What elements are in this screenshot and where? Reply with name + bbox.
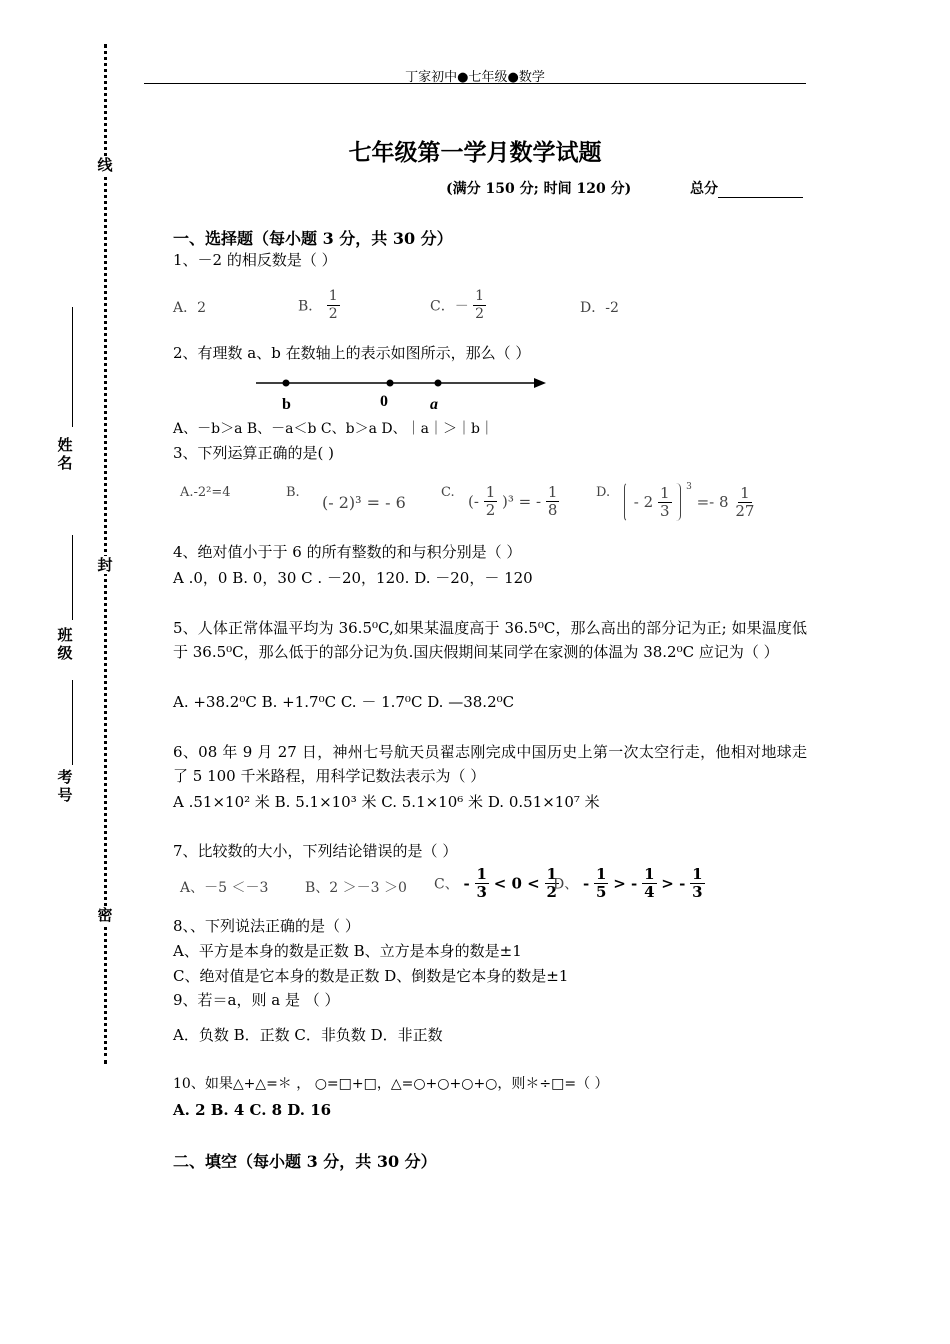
q1-option-c: C．－ $\frac{1}{2}$ <box>430 288 485 322</box>
q2-options: A、－b＞a B、－a＜b C、b＞a D、｜a｜＞｜b｜ <box>173 421 494 437</box>
section-1-title: 一、选择题（每小题 3 分，共 30 分） <box>173 229 453 248</box>
number-line-figure <box>250 372 550 414</box>
q9-options: A．负数 B．正数 C．非负数 D．非正数 <box>173 1026 443 1044</box>
class-label: 班级 <box>57 626 73 662</box>
q1-stem: 1、－2 的相反数是（ ） <box>173 251 337 269</box>
q3-option-c-label: C. <box>441 485 455 500</box>
q1-option-d: D．-2 <box>580 300 619 316</box>
total-score: 总分 <box>690 178 803 198</box>
q7-option-b: B、2 ＞－3 ＞0 <box>305 880 407 896</box>
total-score-blank[interactable] <box>718 183 803 198</box>
point-a <box>435 380 442 387</box>
q3-option-a: A.-2²=4 <box>180 485 231 500</box>
q10-stem: 10、如果△+△=＊ ， ○=□+□，△=○+○+○+○，则＊÷□=（ ） <box>173 1076 609 1092</box>
name-line[interactable] <box>72 307 73 427</box>
q4-options: A .0，0 B. 0，30 C . －20，120. D. －20，－ 120 <box>173 569 533 587</box>
q7-option-a: A、－5 ＜－3 <box>180 880 269 896</box>
class-line[interactable] <box>72 535 73 620</box>
page-header: 丁家初中●七年级●数学 <box>405 70 545 85</box>
q3-option-c: (- $\frac{1}{2}$ )³ = - $\frac{1}{8}$ <box>468 483 558 519</box>
q8-stem: 8、、下列说法正确的是（ ） <box>173 917 360 935</box>
q3-option-b: (- 2)³ = - 6 <box>322 493 406 512</box>
section-2-title: 二、填空（每小题 3 分，共 30 分） <box>173 1152 437 1171</box>
q4-stem: 4、绝对值小于于 6 的所有整数的和与积分别是（ ） <box>173 543 522 561</box>
q6-options: A .51×10² 米 B. 5.1×10³ 米 C. 5.1×10⁶ 米 D. 0.51×10⁷ 米 <box>173 793 600 811</box>
point-zero <box>387 380 394 387</box>
label-a: a <box>430 396 438 413</box>
q5-text: 5、人体正常体温平均为 36.5⁰C,如果某温度高于 36.5⁰C，那么高出的部分记为正; 如果温度低于 36.5⁰C，那么低于的部分记为负.国庆假期间某同学在家测的体温为 38.2⁰C 应记为（ ） <box>173 619 807 661</box>
page-title: 七年级第一学月数学试题 <box>348 139 602 166</box>
q7-stem: 7、比较数的大小，下列结论错误的是（ ） <box>173 842 458 860</box>
q8-line-2: C、绝对值是它本身的数是正数 D、倒数是它本身的数是±1 <box>173 967 569 985</box>
label-zero: 0 <box>380 393 388 410</box>
q7-option-d: D、 - $\frac{1}{5}$ > - $\frac{1}{4}$ > - $\frac{1}{3}$ <box>553 865 703 901</box>
q10-options: A. 2 B. 4 C. 8 D. 16 <box>173 1101 332 1119</box>
q3-option-b-label: B. <box>286 485 300 500</box>
q3-option-d-label: D. <box>596 485 611 500</box>
q7-option-c: C、 - $\frac{1}{3}$ < 0 < $\frac{1}{2}$ <box>434 865 557 901</box>
point-b <box>283 380 290 387</box>
number-line[interactable] <box>72 680 73 765</box>
q6-text: 6、08 年 9 月 27 日，神州七号航天员翟志刚完成中国历史上第一次太空行走，他相对地球走了 5 100 千米路程，用科学记数法表示为（ ） <box>173 743 807 785</box>
number-label: 考号 <box>57 768 73 804</box>
exam-subtitle: (满分 150 分; 时间 120 分) <box>446 181 632 197</box>
q9-stem: 9、若＝a，则 a 是 （ ） <box>173 991 340 1009</box>
q8-line-1: A、平方是本身的数是正数 B、立方是本身的数是±1 <box>173 942 522 960</box>
name-label: 姓名 <box>57 436 73 472</box>
q3-stem: 3、下列运算正确的是( ) <box>173 444 335 462</box>
q1-option-a: A．2 <box>173 300 207 316</box>
header-rule <box>144 83 806 84</box>
q2-stem: 2、有理数 a、b 在数轴上的表示如图所示，那么（ ） <box>173 344 531 362</box>
label-b: b <box>282 396 291 413</box>
binding-mi: 密 <box>95 906 115 924</box>
q3-option-d: - 2 $\frac{1}{3}$ $^3$ =- 8 $\frac{1}{27}$ <box>624 482 756 522</box>
binding-xian: 线 <box>95 156 115 174</box>
q5-options: A. +38.2⁰C B. +1.7⁰C C. － 1.7⁰C D. —38.2⁰C <box>173 693 515 711</box>
binding-feng: 封 <box>95 556 115 574</box>
q1-option-b: B． $\frac{1}{2}$ <box>298 288 338 322</box>
